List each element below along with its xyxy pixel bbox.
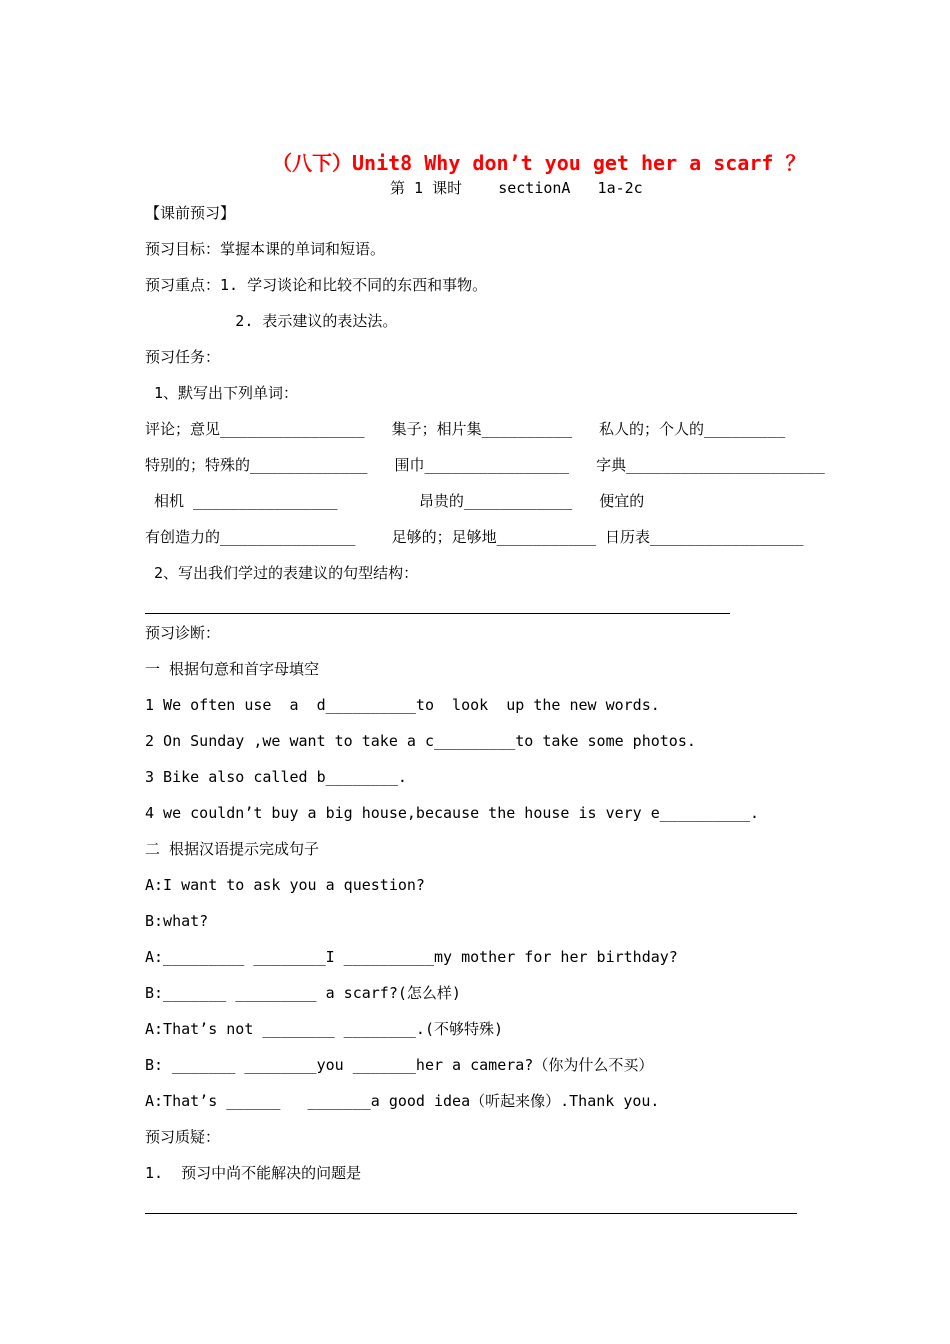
- vocab-row-4: 有创造力的_______________ 足够的；足够地___________ 日历表_________________: [145, 528, 804, 546]
- fill-item-4: 4 we couldn’t buy a big house,because the house is very e__________.: [145, 804, 760, 822]
- task-2-heading: 2、写出我们学过的表建议的句型结构：: [145, 564, 419, 582]
- dialogue-line-6: B: _______ ________you _______her a camera?（你为什么不买）: [145, 1056, 654, 1074]
- section-heading-preview: 【课前预习】: [145, 204, 236, 222]
- vocab-row-3: 相机 ________________ 昂贵的____________ 便宜的: [145, 492, 645, 510]
- dialogue-line-2: B:what?: [145, 912, 209, 930]
- fill-item-1: 1 We often use a d__________to look up the new words.: [145, 696, 660, 714]
- fill-item-3: 3 Bike also called b________.: [145, 768, 407, 786]
- lesson-subtitle: 第 1 课时 sectionA 1a-2c: [390, 179, 643, 197]
- part-1-heading: 一 根据句意和首字母填空: [145, 660, 320, 678]
- dialogue-line-7: A:That’s ______ _______a good idea（听起来像）.Thank you.: [145, 1092, 660, 1110]
- preview-focus-1: 预习重点：1. 学习谈论和比较不同的东西和事物。: [145, 276, 488, 294]
- dialogue-line-1: A:I want to ask you a question?: [145, 876, 425, 894]
- dialogue-line-4: B:_______ _________ a scarf?(怎么样): [145, 984, 461, 1002]
- diagnosis-heading: 预习诊断：: [145, 624, 221, 642]
- task-1-heading: 1、默写出下列单词：: [145, 384, 299, 402]
- vocab-row-2: 特别的；特殊的_____________ 围巾________________ 字典______________________: [145, 456, 825, 474]
- questions-heading: 预习质疑：: [145, 1128, 221, 1146]
- preview-focus-2: 2. 表示建议的表达法。: [145, 312, 398, 330]
- preview-goal: 预习目标：掌握本课的单词和短语。: [145, 240, 386, 258]
- worksheet-title: （八下）Unit8 Why don’t you get her a scarf ？: [272, 151, 806, 175]
- bottom-answer-line: [145, 1213, 797, 1214]
- fill-item-2: 2 On Sunday ,we want to take a c_________to take some photos.: [145, 732, 696, 750]
- vocab-row-1: 评论；意见________________ 集子；相片集__________ 私人的；个人的_________: [145, 420, 786, 438]
- dialogue-line-3: A:_________ ________I __________my mother for her birthday?: [145, 948, 678, 966]
- answer-line: [145, 613, 730, 614]
- preview-tasks-heading: 预习任务：: [145, 348, 221, 366]
- dialogue-line-5: A:That’s not ________ ________.(不够特殊): [145, 1020, 504, 1038]
- question-item-1: 1. 预习中尚不能解决的问题是: [145, 1164, 362, 1182]
- part-2-heading: 二 根据汉语提示完成句子: [145, 840, 320, 858]
